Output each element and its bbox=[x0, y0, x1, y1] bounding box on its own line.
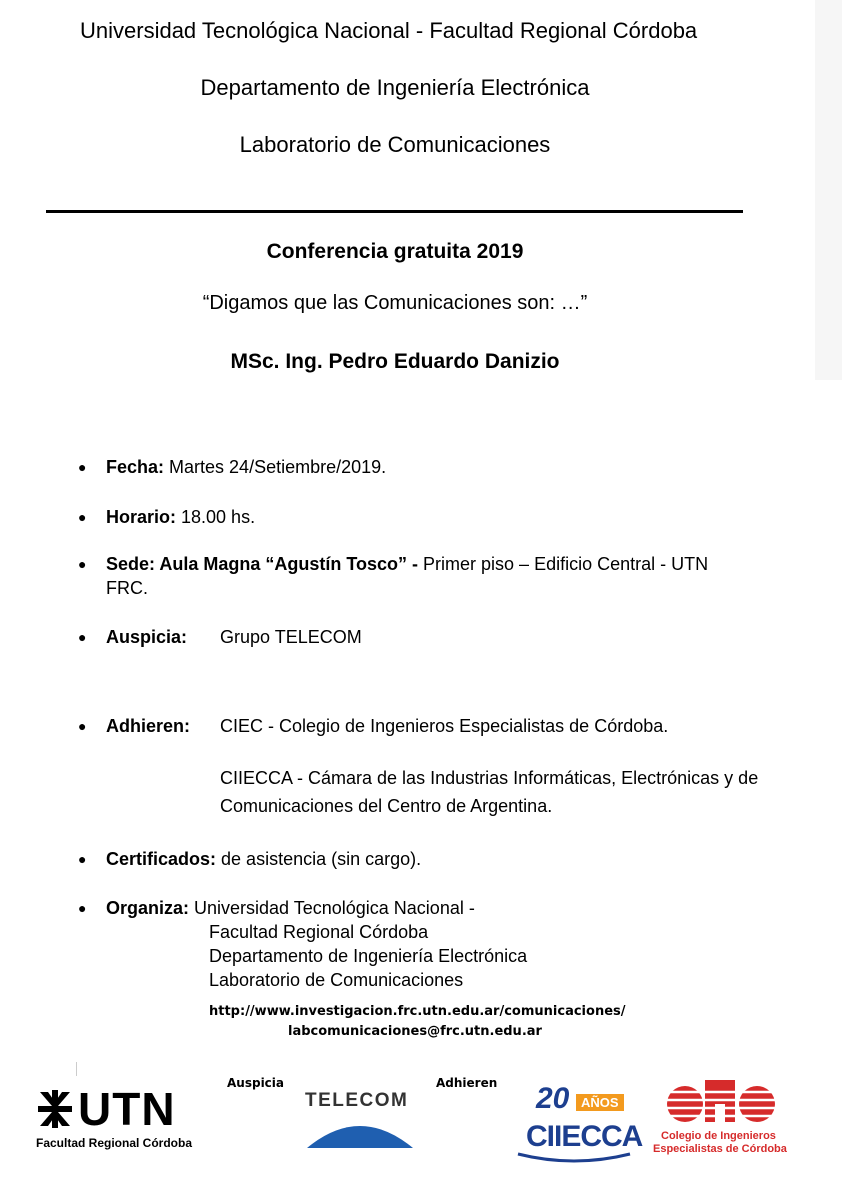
detail-certificados bbox=[106, 847, 421, 871]
detail-fecha bbox=[106, 455, 386, 479]
adhieren-ciec: CIEC - Colegio de Ingenieros Especialistas de Córdoba. bbox=[220, 716, 669, 736]
header-university: Universidad Tecnológica Nacional - Facultad Regional Córdoba bbox=[80, 18, 698, 43]
organiza-line4: Laboratorio de Comunicaciones bbox=[209, 970, 464, 990]
adhieren-ciiecca-line2: Comunicaciones del Centro de Argentina. bbox=[220, 796, 553, 816]
contact-url[interactable]: http://www.investigacion.frc.utn.edu.ar/comunicaciones/ bbox=[209, 1004, 626, 1019]
ciiecca-anos: AÑOS bbox=[576, 1094, 624, 1111]
header-department: Departamento de Ingeniería Electrónica bbox=[200, 75, 590, 100]
utn-emblem-icon bbox=[36, 1088, 74, 1130]
ciiecca-20: 20 bbox=[536, 1082, 570, 1115]
ciec-line2: Especialistas de Córdoba bbox=[653, 1143, 787, 1155]
certificados-value: de asistencia (sin cargo). bbox=[216, 849, 422, 869]
fecha-value: Martes 24/Setiembre/2019. bbox=[164, 457, 387, 477]
sede-label: Sede: Aula Magna “Agustín Tosco” - bbox=[106, 554, 419, 574]
sede-value: Primer piso – Edificio Central - UTN bbox=[418, 554, 709, 574]
detail-sede bbox=[106, 552, 708, 576]
footer-adhieren-label: Adhieren bbox=[436, 1076, 498, 1090]
detail-horario bbox=[106, 505, 255, 529]
auspicia-value: Grupo TELECOM bbox=[220, 627, 362, 647]
ciec-line1: Colegio de Ingenieros bbox=[661, 1130, 776, 1142]
horario-label: Horario: bbox=[106, 507, 177, 527]
ciec-emblem-icon bbox=[665, 1080, 777, 1124]
sede-value-line2: FRC. bbox=[106, 578, 148, 598]
auspicia-label: Auspicia: bbox=[106, 627, 188, 647]
footer-auspicia-label: Auspicia bbox=[227, 1076, 284, 1090]
utn-logo-subtitle: Facultad Regional Córdoba bbox=[36, 1136, 193, 1150]
detail-organiza bbox=[106, 896, 475, 920]
page-edge-shading bbox=[815, 0, 842, 380]
contact-email[interactable]: labcomunicaciones@frc.utn.edu.ar bbox=[288, 1024, 542, 1039]
telecom-logo-text: TELECOM bbox=[305, 1090, 409, 1111]
organiza-line1: Universidad Tecnológica Nacional - bbox=[189, 898, 475, 918]
conference-speaker: MSc. Ing. Pedro Eduardo Danizio bbox=[230, 350, 560, 373]
horario-value: 18.00 hs. bbox=[176, 507, 256, 527]
organiza-line3: Departamento de Ingeniería Electrónica bbox=[209, 946, 528, 966]
certificados-label: Certificados: bbox=[106, 849, 217, 869]
ciec-logo bbox=[651, 1080, 796, 1162]
telecom-arc-icon bbox=[305, 1118, 415, 1150]
footer-tick bbox=[76, 1062, 77, 1076]
ciiecca-swoosh-icon bbox=[514, 1152, 634, 1164]
ciiecca-text: CIIECCA bbox=[526, 1120, 643, 1153]
fecha-label: Fecha: bbox=[106, 457, 165, 477]
organiza-label: Organiza: bbox=[106, 898, 190, 918]
organiza-line2: Facultad Regional Córdoba bbox=[209, 922, 429, 942]
header-lab: Laboratorio de Comunicaciones bbox=[239, 132, 551, 157]
conference-quote: “Digamos que las Comunicaciones son: …” bbox=[202, 292, 588, 314]
ciiecca-logo bbox=[514, 1078, 643, 1168]
adhieren-label: Adhieren: bbox=[106, 716, 191, 736]
utn-logo-text: UTN bbox=[78, 1083, 176, 1135]
conference-title: Conferencia gratuita 2019 bbox=[266, 240, 524, 263]
adhieren-ciiecca-line1: CIIECCA - Cámara de las Industrias Informáticas, Electrónicas y de bbox=[220, 768, 759, 788]
divider-line bbox=[46, 210, 743, 213]
utn-logo bbox=[36, 1083, 193, 1150]
